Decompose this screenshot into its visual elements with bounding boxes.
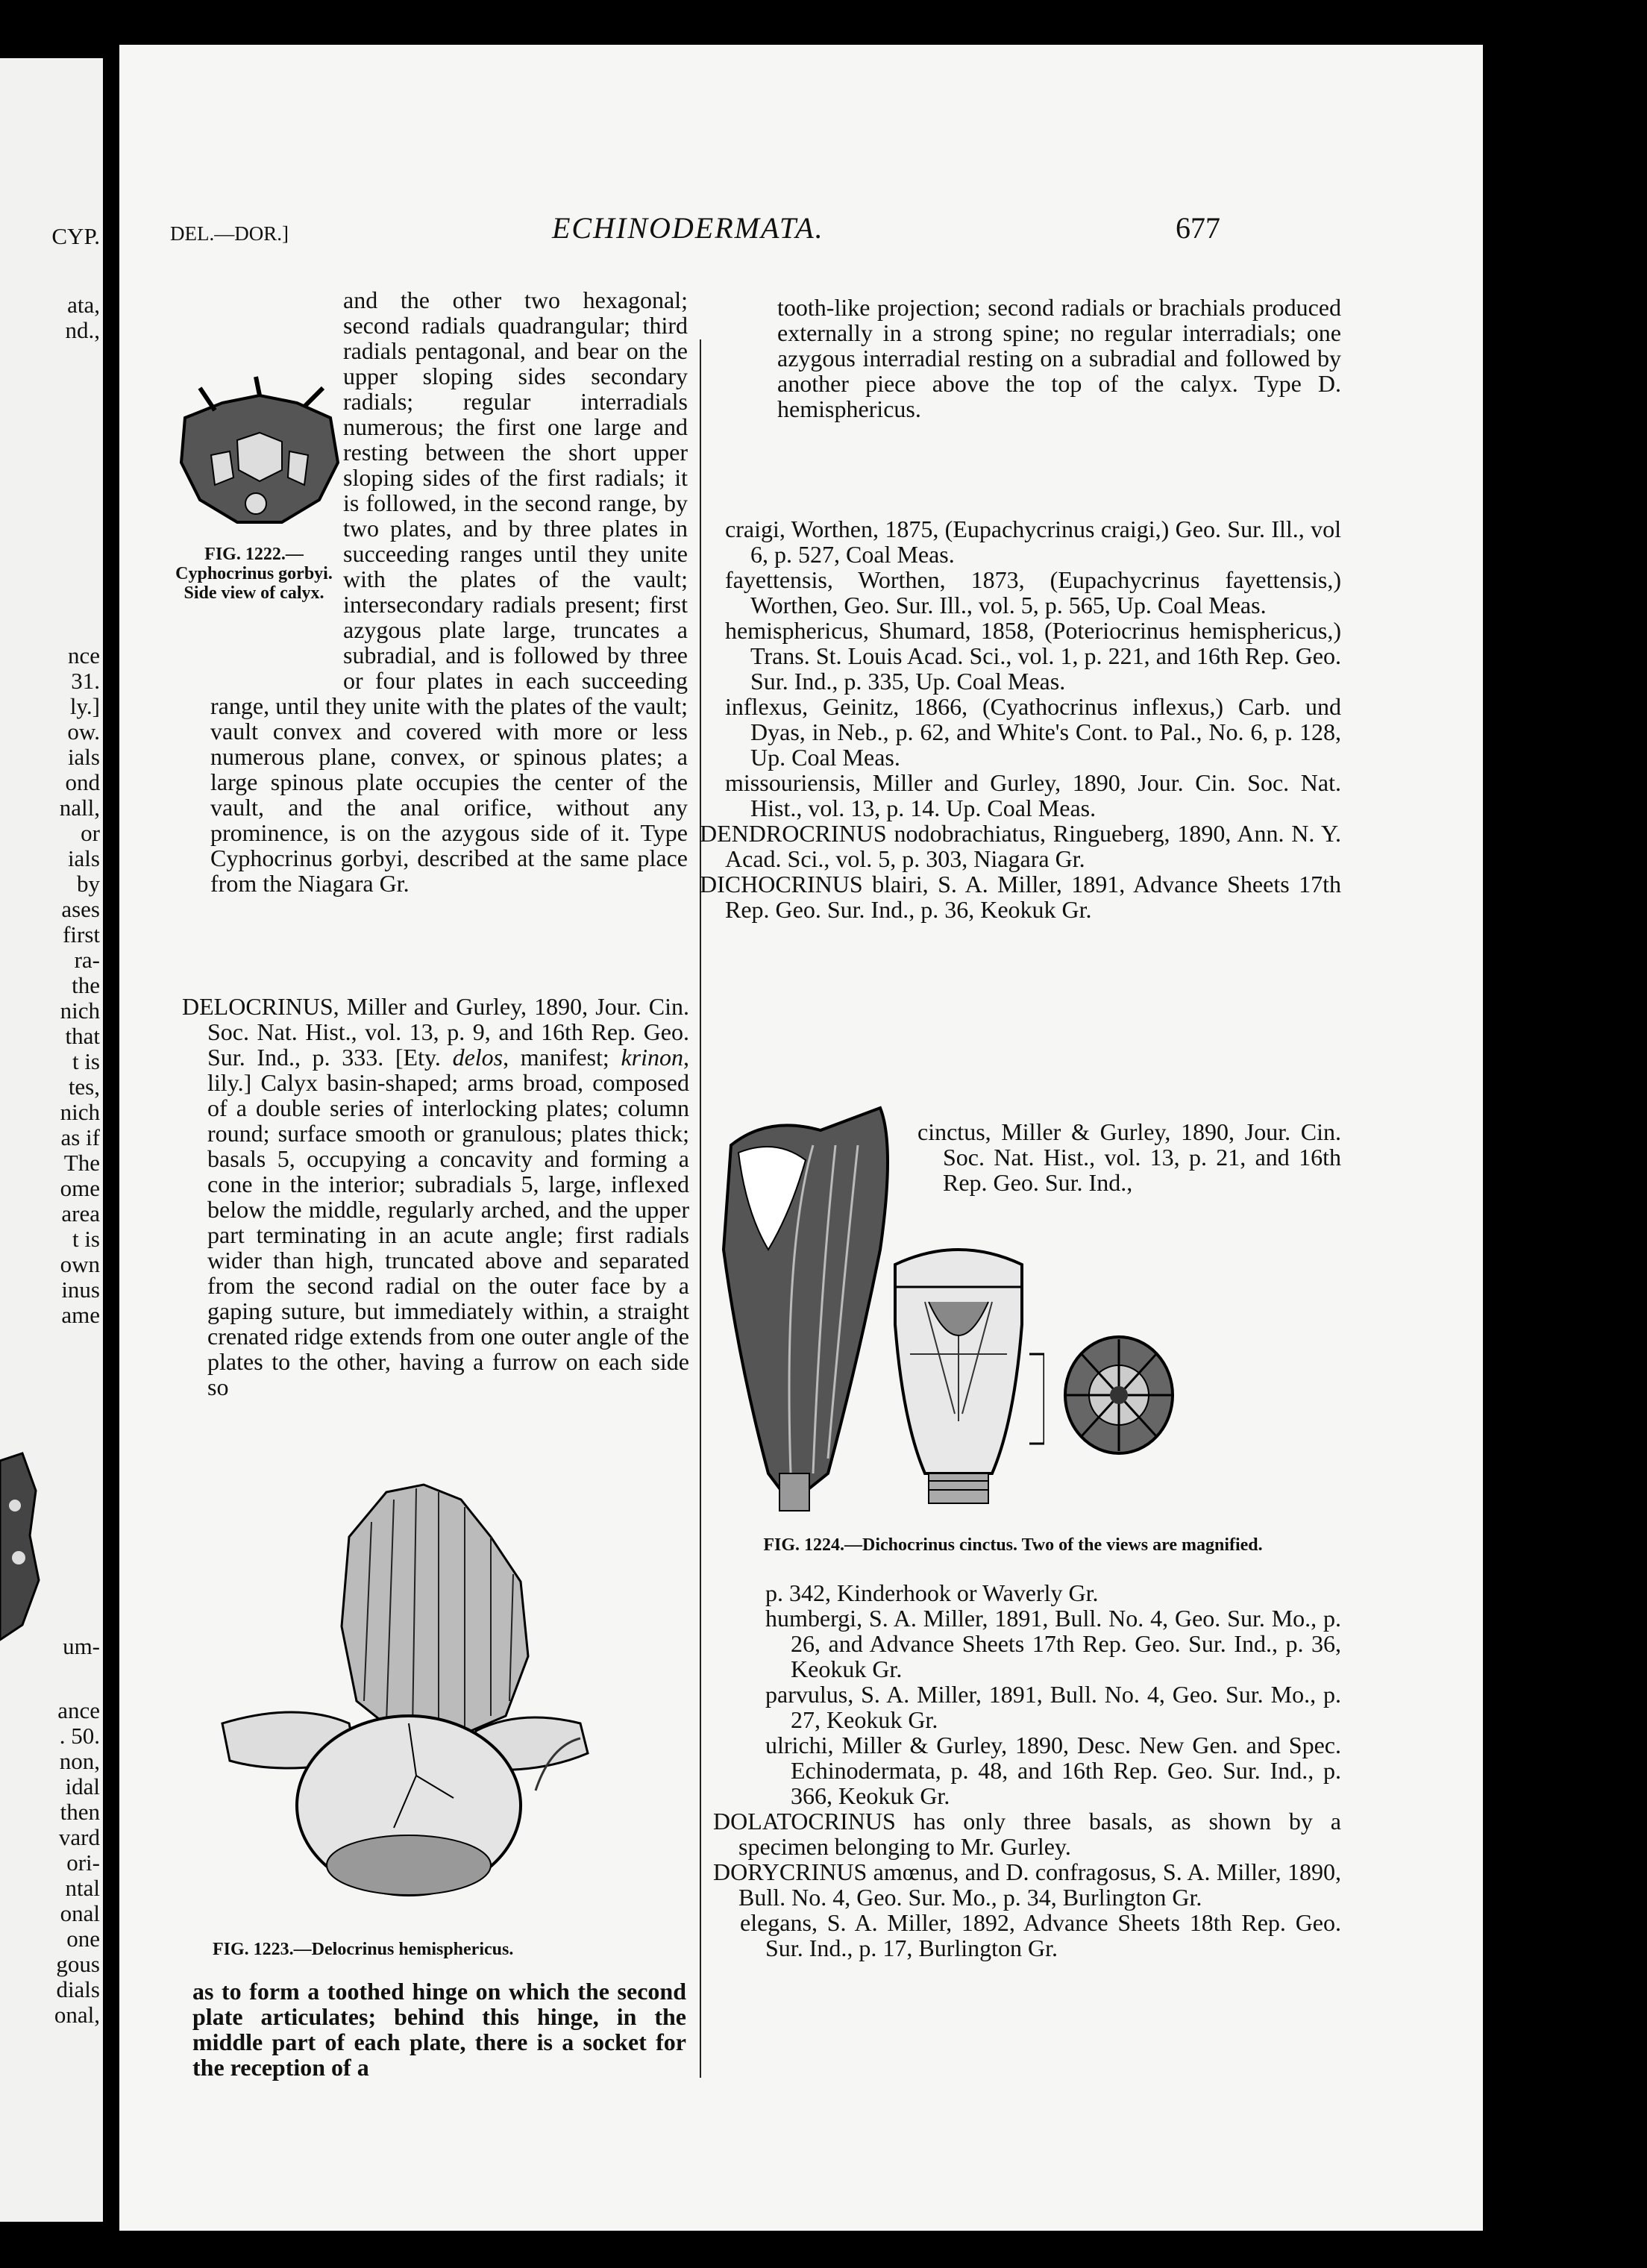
facing-page-line: nich [60,997,100,1024]
cinctus-citation: cinctus, Miller & Gurley, 1890, Jour. Cin. Soc. Nat. Hist., vol. 13, p. 21, and 16th Rep. Geo. Sur. Ind., [917,1118,1341,1196]
species-entry: elegans, S. A. Miller, 1892, Advance Sheets 18th Rep. Geo. Sur. Ind., p. 17, Burlington Gr. [740,1909,1341,1961]
delocrinus-continuation [192,1979,686,2080]
facing-page-line: ow. [67,718,100,745]
facing-page-line: the [72,972,100,998]
dolatocrinus-description: has only three basals, as shown by a specimen belonging to Mr. Gurley. [738,1808,1341,1860]
facing-page-line: one [66,1926,100,1952]
column-rule [700,339,701,2078]
facing-page-line: ond [65,769,100,795]
facing-page-line: inus [61,1276,100,1303]
facing-page-line: first [63,921,100,947]
delocrinus-species-list [700,516,1341,923]
delocrinus-description: , lily.] Calyx basin-shaped; arms broad, composed of a double series of interlocking plates; column round; surface smooth or granulous; plates thick; basals 5, occupying a concavity and forming a cone in the interior; subradials 5, large, inflexed below the middle, regularly arched, and the upper part terminating in an acute angle; first radials wider than high, truncated above and separated from the second radial on the outer face by a gaping suture, but immediately within, a straight crenated ridge extends from one outer angle of the plates to the other, having a furrow on each side so [207,1044,690,1400]
dorycrinus-citation: amœnus, and D. confragosus, S. A. Miller, 1890, Bull. No. 4, Geo. Sur. Mo., p. 34, Burlington Gr. [738,1858,1341,1911]
facing-page-figure-fragment [0,1446,45,1655]
facing-page-line: CYP. [51,223,100,249]
facing-page-line: or [81,820,100,846]
fig-1224-dichocrinus-top-view [1059,1332,1179,1459]
facing-page-line: then [60,1799,100,1825]
fig-1223-delocrinus-drawing [207,1477,625,1925]
facing-page-line: as if [60,1124,100,1150]
fig-1224-dichocrinus-calyx-view [873,1235,1044,1511]
dolatocrinus-entry [713,1808,1341,1859]
fig-1224-caption: FIG. 1224.—Dichocrinus cinctus. Two of the views are magnified. [763,1535,1263,1555]
cyphocrinus-description: and the other two hexagonal; second radials quadrangular; third radials pentagonal, and bear on the upper sloping sides secondary radials; regular interradials numerous; the first one large and resting between the short upper sloping sides of the first radials; it is followed, in the second range, by two plates, and by three plates in succeeding ranges until they unite with the plates of the vault; intersecondary radials present; first azygous plate large, truncates a subradial, and is followed by three or four plates in each succeeding range, until they unite with the plates of the vault; vault convex and covered with more or less numerous plane, convex, or spinous plates; a large spinous plate occupies the center of the vault, and the anal orifice, without any prominence, is on the azygous side of it. Type Cyphocrinus gorbyi, described at the same place from the Niagara Gr. [210,286,688,897]
running-head-title: ECHINODERMATA. [552,211,824,245]
cinctus-entry [917,1119,1341,1195]
facing-page-line: ome [60,1175,100,1201]
facing-page-line: ials [67,845,100,871]
genus-name-dorycrinus: DORYCRINUS [713,1858,868,1885]
running-head-left: DEL.—DOR.] [170,222,289,245]
facing-page-line: gous [56,1951,100,1977]
facing-page-line: nall, [59,795,100,821]
species-entry: hemisphericus, Shumard, 1858, (Poteriocrinus hemisphericus,) Trans. St. Louis Acad. Sci., vol. 1, p. 221, and 16th Rep. Geo. Sur. Ind., p. 335, Up. Coal Meas. [725,617,1341,695]
fig-1223-caption: FIG. 1223.—Delocrinus hemisphericus. [213,1940,514,1959]
facing-page-line: onal [60,1900,100,1926]
facing-page-line: tes, [68,1074,100,1100]
facing-page-line: ori- [66,1849,100,1876]
facing-page-line: 31. [71,668,100,694]
facing-page-line: nd., [65,317,100,343]
fig-1222-caption: FIG. 1222.—Cyphocrinus gorbyi. Side view of calyx. [175,545,333,603]
delocrinus-entry [182,994,689,1400]
species-entry: inflexus, Geinitz, 1866, (Cyathocrinus inflexus,) Carb. und Dyas, in Neb., p. 62, and White's Cont. to Pal., No. 6, p. 128, Up. Coal Meas. [725,693,1341,771]
genus-name-dichocrinus: DICHOCRINUS [700,871,863,898]
facing-page-line: non, [59,1748,100,1774]
facing-page-line: ials [67,744,100,770]
facing-page-line: ata, [67,292,100,318]
delocrinus-continuation-text: as to form a toothed hinge on which the second plate articulates; behind this hinge, in the middle part of each plate, there is a socket for the reception of a [192,1978,686,2081]
facing-page-line: ance [57,1697,100,1723]
facing-page-line: vard [58,1824,100,1850]
species-entry: missouriensis, Miller and Gurley, 1890, Jour. Cin. Soc. Nat. Hist., vol. 13, p. 14. Up. Coal Meas. [725,769,1341,821]
species-entry: ulrichi, Miller & Gurley, 1890, Desc. New Gen. and Spec. Echinodermata, p. 48, and 16th Rep. Geo. Sur. Ind., p. 366, Keokuk Gr. [765,1732,1341,1809]
book-page [119,45,1483,2231]
facing-page-line: t is [72,1048,100,1074]
facing-page-line: own [60,1251,100,1277]
species-entry: parvulus, S. A. Miller, 1891, Bull. No. 4, Geo. Sur. Mo., p. 27, Keokuk Gr. [765,1681,1341,1733]
etymology-separator: , manifest; [503,1044,621,1071]
dichocrinus-entry [700,871,1341,922]
etymology-krinon: krinon [621,1044,684,1071]
delocrinus-citation: , Miller and Gurley, 1890, Jour. Cin. Soc. Nat. Hist., vol. 13, p. 9, and 16th Rep. Geo. Sur. Ind., p. 333. [Ety. [207,993,689,1071]
dendrocrinus-entry [700,821,1341,871]
facing-page-fragment [0,58,103,2222]
dichocrinus-continued [713,1580,1341,1961]
facing-page-line: nce [67,642,100,668]
facing-page-line: onal, [54,2002,100,2028]
delocrinus-description-end: tooth-like projection; second radials or brachials produced externally in a strong spine; no regular interradials; one azygous interradial resting on a subradial and followed by another piece above the top of the calyx. Type D. hemisphericus. [777,294,1341,422]
page-number: 677 [1176,211,1220,245]
facing-page-line: t is [72,1226,100,1252]
facing-page-line: by [77,871,100,897]
facing-page-line: The [63,1150,100,1176]
facing-page-line: ases [61,896,100,922]
facing-page-line: . 50. [59,1723,100,1749]
cinctus-citation-end: p. 342, Kinderhook or Waverly Gr. [765,1579,1099,1606]
facing-page-line: ly.] [69,693,100,719]
facing-page-line: um- [63,1633,100,1659]
genus-name-dendrocrinus: DENDROCRINUS [700,820,887,847]
dendrocrinus-citation: nodobrachiatus, Ringueberg, 1890, Ann. N. Y. Acad. Sci., vol. 5, p. 303, Niagara Gr. [725,820,1341,872]
right-column-intro [752,295,1341,422]
species-entry: humbergi, S. A. Miller, 1891, Bull. No. 4, Geo. Sur. Mo., p. 26, and Advance Sheets 17th Rep. Geo. Sur. Ind., p. 36, Keokuk Gr. [765,1605,1341,1682]
facing-page-line: that [65,1023,100,1049]
facing-page-line: nich [60,1099,100,1125]
dorycrinus-entry [713,1859,1341,1910]
cyphocrinus-description-intro [210,287,688,896]
facing-page-line: dials [56,1976,100,2002]
figure-wrap-spacer [119,363,343,693]
species-entry: craigi, Worthen, 1875, (Eupachycrinus craigi,) Geo. Sur. Ill., vol 6, p. 527, Coal Meas. [725,516,1341,568]
species-entry: fayettensis, Worthen, 1873, (Eupachycrinus fayettensis,) Worthen, Geo. Sur. Ill., vol. 5, p. 565, Up. Coal Meas. [725,566,1341,618]
facing-page-line: ame [61,1302,100,1328]
genus-name-delocrinus: DELOCRINUS [182,993,333,1020]
genus-name-dolatocrinus: DOLATOCRINUS [713,1808,896,1835]
dichocrinus-citation: blairi, S. A. Miller, 1891, Advance Sheets 17th Rep. Geo. Sur. Ind., p. 36, Keokuk Gr. [725,871,1341,923]
book-gutter [103,52,119,2223]
facing-page-line: ntal [65,1875,100,1901]
etymology-delos: delos [452,1044,503,1071]
facing-page-line: area [61,1200,100,1227]
facing-page-line: ra- [74,947,100,973]
facing-page-line: idal [65,1773,100,1799]
